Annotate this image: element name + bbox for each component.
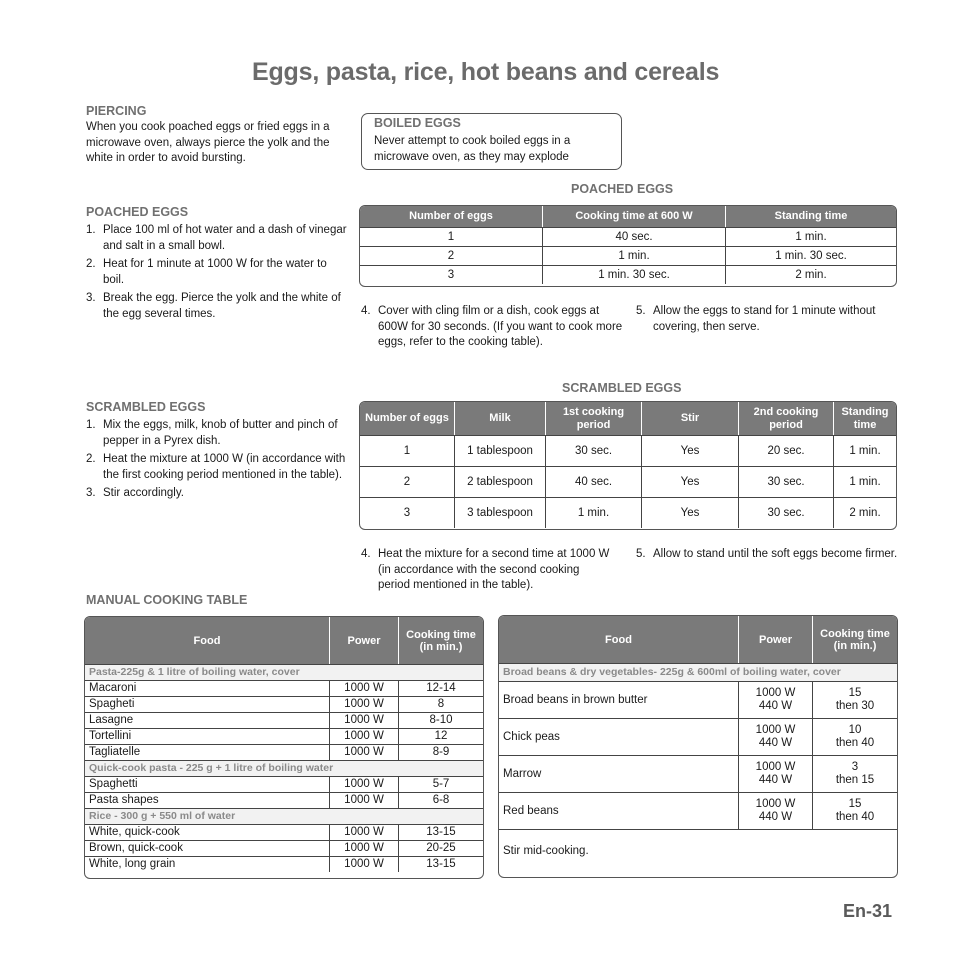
poached-table	[359, 205, 897, 287]
scrambled-col-stir: Stir	[641, 402, 738, 435]
table-group-row	[85, 664, 483, 680]
table-row	[85, 792, 483, 808]
table-cell: 15 then 40	[812, 792, 897, 829]
table-cell: 20-25	[398, 840, 483, 856]
piercing-heading: PIERCING	[86, 104, 147, 118]
poached-step: 2. Heat for 1 minute at 1000 W for the water to boil.	[86, 258, 327, 286]
table-cell: 12	[398, 728, 483, 744]
poached-steps	[86, 223, 348, 325]
table-cell: Marrow	[499, 755, 738, 792]
table-cell: 8	[398, 696, 483, 712]
table-row	[85, 680, 483, 696]
group-title: Rice - 300 g + 550 ml of water	[85, 808, 483, 824]
table-cell: Tagliatelle	[85, 744, 329, 760]
table-cell: Brown, quick-cook	[85, 840, 329, 856]
table-row: 2 2 tablespoon 40 sec. Yes 30 sec. 1 min.	[360, 466, 896, 497]
table-row	[499, 718, 897, 755]
table-row: 2 1 min. 1 min. 30 sec.	[360, 246, 896, 265]
manual-left-col-time: Cooking time (in min.)	[398, 617, 483, 664]
table-cell: Red beans	[499, 792, 738, 829]
scrambled-note-4: 4. Heat the mixture for a second time at 1000 W (in accordance with the second cooking period mentioned in the table).	[361, 548, 610, 591]
table-row	[85, 856, 483, 872]
table-cell: Pasta shapes	[85, 792, 329, 808]
table-cell: Tortellini	[85, 728, 329, 744]
table-cell: 6-8	[398, 792, 483, 808]
table-row	[85, 840, 483, 856]
table-row	[85, 696, 483, 712]
table-cell: 1000 W	[329, 856, 398, 872]
poached-step: 1. Place 100 ml of hot water and a dash of vinegar and salt in a small bowl.	[86, 224, 347, 252]
table-row	[85, 712, 483, 728]
table-row	[85, 824, 483, 840]
table-row	[85, 728, 483, 744]
table-cell: Spaghetti	[85, 776, 329, 792]
piercing-text: When you cook poached eggs or fried eggs in a microwave oven, always pierce the yolk and the white in order to avoid bursting.	[86, 121, 330, 164]
table-cell: 1000 W 440 W	[738, 792, 812, 829]
scrambled-steps	[86, 418, 348, 505]
table-row: 1 1 tablespoon 30 sec. Yes 20 sec. 1 min.	[360, 435, 896, 466]
boiled-eggs-heading: BOILED EGGS	[374, 116, 461, 130]
table-cell: 10 then 40	[812, 718, 897, 755]
table-cell: Spagheti	[85, 696, 329, 712]
table-row: 3 1 min. 30 sec. 2 min.	[360, 265, 896, 284]
table-row	[85, 744, 483, 760]
table-cell: 1000 W	[329, 792, 398, 808]
table-cell: White, long grain	[85, 856, 329, 872]
table-cell: 13-15	[398, 856, 483, 872]
table-cell: 1000 W	[329, 840, 398, 856]
group-title: Broad beans & dry vegetables- 225g & 600ml of boiling water, cover	[499, 663, 897, 681]
table-cell: 1000 W 440 W	[738, 681, 812, 718]
manual-right-col-time: Cooking time (in min.)	[812, 616, 897, 663]
table-cell: 1000 W	[329, 680, 398, 696]
table-cell: 15 then 30	[812, 681, 897, 718]
scrambled-eggs-heading: SCRAMBLED EGGS	[86, 400, 206, 414]
scrambled-note-5: 5. Allow to stand until the soft eggs become firmer.	[636, 548, 898, 560]
page-title: Eggs, pasta, rice, hot beans and cereals	[252, 58, 720, 86]
table-row	[499, 792, 897, 829]
scrambled-col-second: 2nd cooking period	[738, 402, 833, 435]
poached-table-title: POACHED EGGS	[571, 182, 674, 196]
scrambled-col-standing: Standing time	[833, 402, 896, 435]
table-row	[499, 681, 897, 718]
table-cell: Broad beans in brown butter	[499, 681, 738, 718]
manual-right-col-power: Power	[738, 616, 812, 663]
poached-col-eggs: Number of eggs	[360, 206, 542, 227]
scrambled-col-eggs: Number of eggs	[360, 402, 454, 435]
manual-left-col-power: Power	[329, 617, 398, 664]
table-cell: 1000 W 440 W	[738, 755, 812, 792]
table-cell: 1000 W 440 W	[738, 718, 812, 755]
table-cell: 8-9	[398, 744, 483, 760]
manual-table-right	[498, 615, 898, 878]
poached-col-standing: Standing time	[725, 206, 896, 227]
poached-eggs-heading: POACHED EGGS	[86, 205, 189, 219]
table-row: 1 40 sec. 1 min.	[360, 227, 896, 246]
manual-table-heading: MANUAL COOKING TABLE	[86, 593, 248, 607]
table-group-row	[85, 808, 483, 824]
group-title: Pasta-225g & 1 litre of boiling water, cover	[85, 664, 483, 680]
manual-right-col-food: Food	[499, 616, 738, 663]
boiled-eggs-box	[361, 113, 622, 170]
scrambled-step: 2. Heat the mixture at 1000 W (in accordance with the first cooking period mentioned in the table).	[86, 453, 346, 481]
table-row	[85, 776, 483, 792]
scrambled-step: 3. Stir accordingly.	[86, 487, 184, 499]
table-cell: 12-14	[398, 680, 483, 696]
table-cell: 1000 W	[329, 696, 398, 712]
table-cell: Chick peas	[499, 718, 738, 755]
table-cell: Macaroni	[85, 680, 329, 696]
poached-note-5: 5. Allow the eggs to stand for 1 minute without covering, then serve.	[636, 305, 876, 333]
scrambled-table	[359, 401, 897, 530]
table-cell: 1000 W	[329, 776, 398, 792]
table-cell: 5-7	[398, 776, 483, 792]
scrambled-col-milk: Milk	[454, 402, 545, 435]
table-cell: White, quick-cook	[85, 824, 329, 840]
scrambled-table-title: SCRAMBLED EGGS	[562, 381, 682, 395]
table-row: 3 3 tablespoon 1 min. Yes 30 sec. 2 min.	[360, 497, 896, 528]
boiled-eggs-text: Never attempt to cook boiled eggs in a microwave oven, as they may explode	[374, 135, 571, 163]
table-cell: 3 then 15	[812, 755, 897, 792]
table-footer-row	[499, 829, 897, 873]
table-group-row	[499, 663, 897, 681]
table-cell: 1000 W	[329, 744, 398, 760]
group-title: Quick-cook pasta - 225 g + 1 litre of boiling water	[85, 760, 483, 776]
table-cell: 8-10	[398, 712, 483, 728]
table-cell: 13-15	[398, 824, 483, 840]
poached-col-time: Cooking time at 600 W	[542, 206, 725, 227]
table-group-row	[85, 760, 483, 776]
manual-left-col-food: Food	[85, 617, 329, 664]
table-cell: 1000 W	[329, 712, 398, 728]
page-number: En-31	[843, 901, 893, 921]
table-cell: Lasagne	[85, 712, 329, 728]
footer-note: Stir mid-cooking.	[499, 829, 897, 873]
manual-table-left	[84, 616, 484, 879]
table-cell: 1000 W	[329, 824, 398, 840]
scrambled-step: 1. Mix the eggs, milk, knob of butter and pinch of pepper in a Pyrex dish.	[86, 419, 338, 447]
poached-step: 3. Break the egg. Pierce the yolk and the white of the egg several times.	[86, 292, 341, 320]
poached-note-4: 4. Cover with cling film or a dish, cook eggs at 600W for 30 seconds. (If you want to cook more eggs, refer to the cooking table).	[361, 305, 623, 348]
scrambled-col-first: 1st cooking period	[545, 402, 641, 435]
table-row	[499, 755, 897, 792]
table-cell: 1000 W	[329, 728, 398, 744]
